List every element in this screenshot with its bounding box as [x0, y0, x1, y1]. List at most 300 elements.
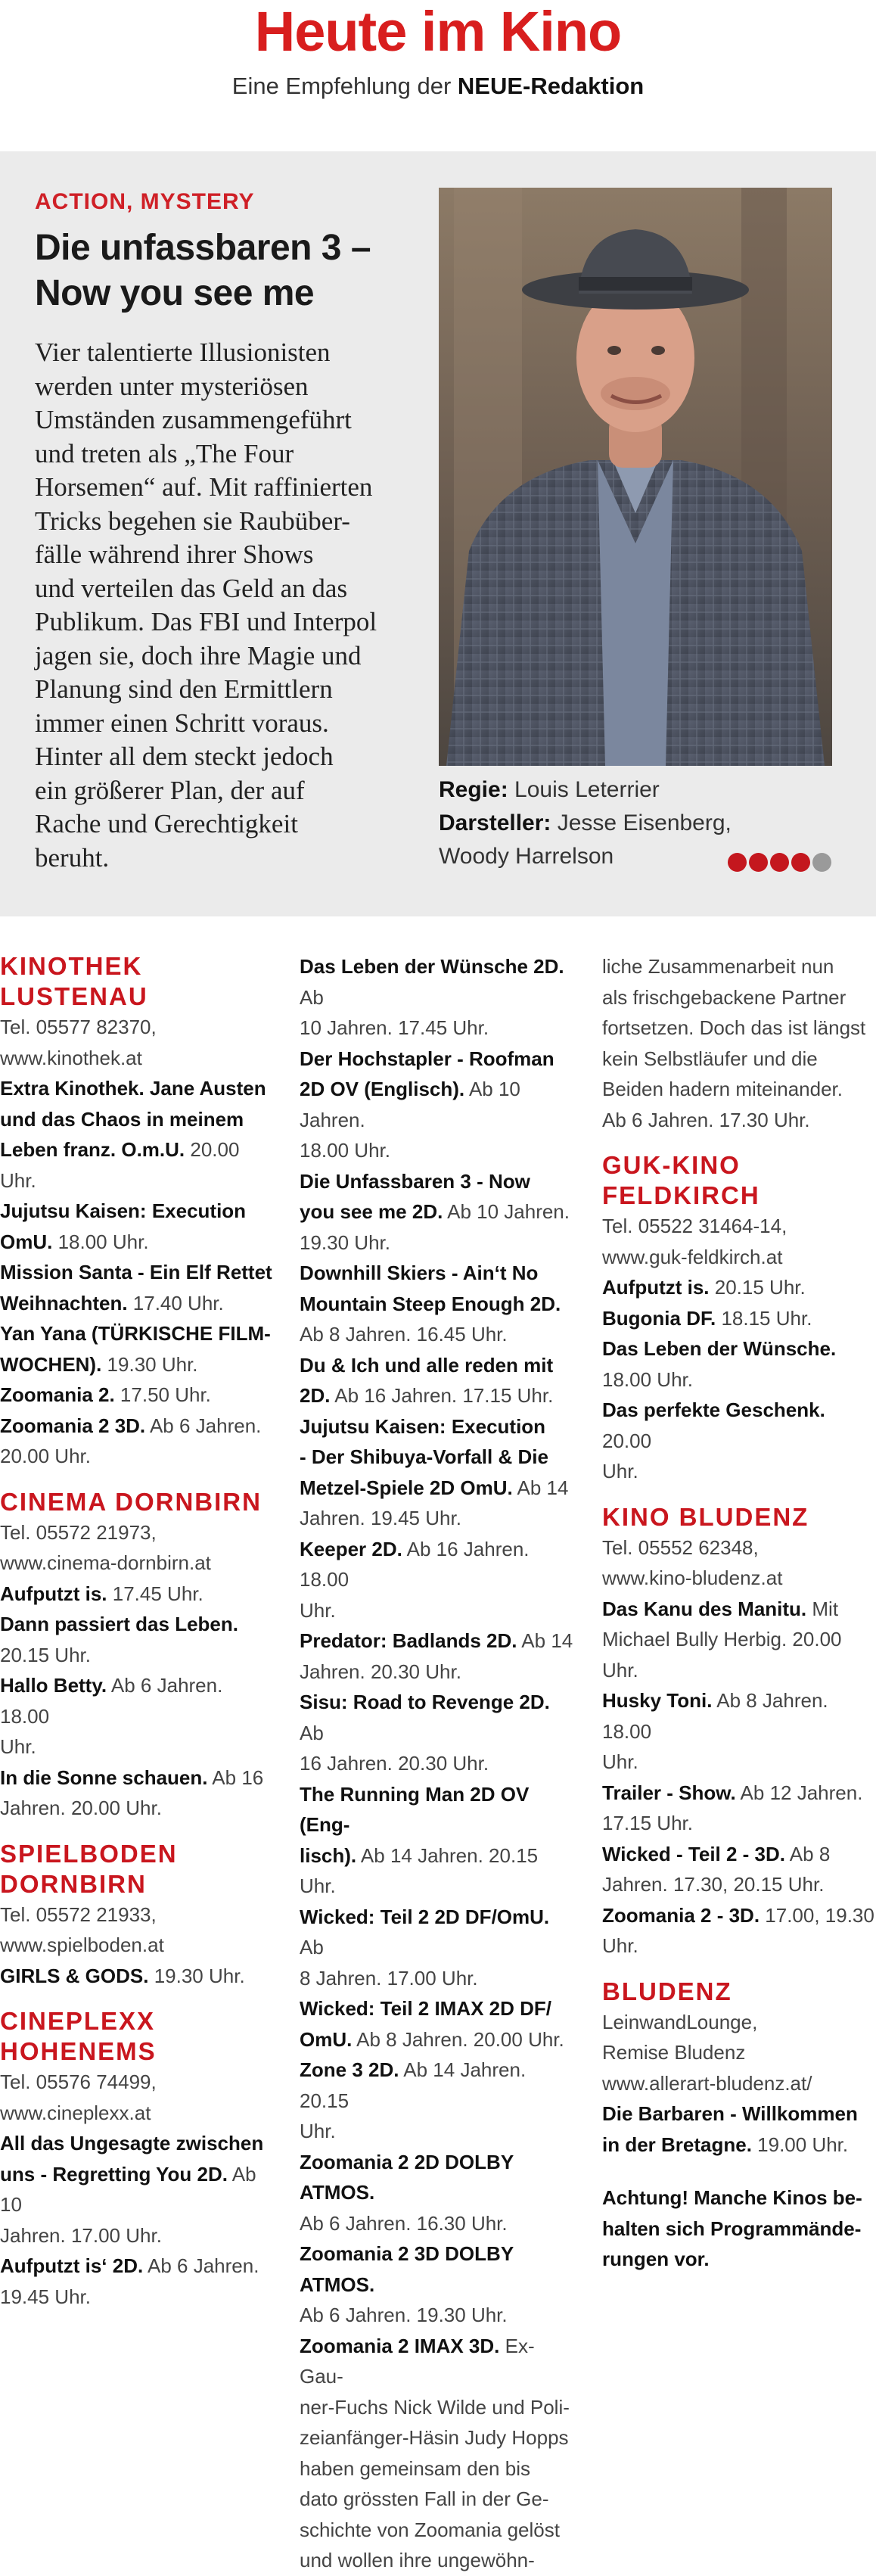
- showtime-info: 20.15 Uhr.: [709, 1276, 806, 1299]
- showtime-line: [602, 982, 876, 1013]
- film-title: Hallo Betty.: [0, 1674, 107, 1697]
- showtime-line: [300, 1626, 576, 1657]
- showtime-line: [300, 1534, 576, 1595]
- showtime-line: [300, 1442, 576, 1473]
- showtime-info: Ab: [300, 985, 324, 1009]
- cast-line: [439, 807, 847, 840]
- movie-still-photo: [439, 188, 832, 766]
- showtime-line: [0, 1196, 274, 1227]
- showtime-line: [602, 1685, 876, 1747]
- director-label: Regie:: [439, 777, 508, 802]
- showtime-info: 20.15 Uhr.: [0, 1643, 91, 1666]
- showtime-info: Ab 8: [785, 1842, 831, 1865]
- contact-line: LeinwandLounge,: [602, 2010, 758, 2033]
- contact-line: www.kino-bludenz.at: [602, 1566, 783, 1589]
- director-name: Louis Leterrier: [514, 777, 660, 802]
- showtime-info: 19.30 Uhr.: [148, 1964, 245, 1987]
- showtime-list: [0, 1579, 274, 1824]
- film-title: Zoomania 2 2D DOLBY ATMOS.: [300, 2150, 514, 2204]
- description-line: Rache und Gerechtigkeit: [35, 809, 298, 838]
- showtime-info: 19.30 Uhr.: [101, 1352, 198, 1376]
- film-title: Zoomania 2 3D DOLBY ATMOS.: [300, 2242, 514, 2296]
- page-header: [0, 0, 876, 151]
- showtime-line: [602, 1074, 876, 1105]
- showtime-line: [0, 1349, 274, 1380]
- film-title: Zone 3 2D.: [300, 2058, 399, 2081]
- showtime-line: [0, 1134, 274, 1196]
- showtime-line: [300, 1196, 576, 1227]
- cinema-contact: [602, 1532, 876, 1594]
- showtime-line: [300, 2147, 576, 2208]
- showtime-line: [300, 1411, 576, 1442]
- film-title: Die Barbaren - Willkommen: [602, 2102, 858, 2125]
- description-line: Hinter all dem steckt jedoch: [35, 742, 334, 771]
- showtime-line: [300, 2024, 576, 2055]
- cinema-name-line: KINO BLUDENZ: [602, 1502, 809, 1531]
- showtime-list: [602, 2098, 876, 2160]
- showtime-line: [300, 1963, 576, 1994]
- contact-line: Tel. 05552 62348,: [602, 1535, 759, 1559]
- film-title: Jujutsu Kaisen: Execution: [300, 1414, 546, 1438]
- showtime-info: Jahren. 17.00 Uhr.: [0, 2223, 162, 2247]
- contact-line: www.guk-feldkirch.at: [602, 1245, 783, 1268]
- disclaimer-line: halten sich Programmände-: [602, 2217, 862, 2240]
- film-title: Die Unfassbaren 3 - Now: [300, 1169, 530, 1193]
- showtime-line: [602, 1044, 876, 1075]
- showtime-line: [602, 2098, 876, 2130]
- showtime-list: [300, 951, 576, 2576]
- showtime-info: 19.30 Uhr.: [300, 1230, 390, 1254]
- showtime-line: [602, 2130, 876, 2161]
- film-title: Jujutsu Kaisen: Execution: [0, 1199, 247, 1222]
- film-title: Trailer - Show.: [602, 1781, 736, 1804]
- film-title: Der Hochstapler - Roofman: [300, 1047, 554, 1070]
- showtime-info: 18.00 Uhr.: [52, 1230, 149, 1253]
- film-title: Aufputzt is.: [0, 1582, 107, 1605]
- film-title: Bugonia DF.: [602, 1306, 716, 1330]
- film-title: WOCHEN).: [0, 1352, 102, 1376]
- showtime-info: Ab 16: [207, 1766, 264, 1789]
- description-line: Tricks begehen sie Raubüber-: [35, 506, 350, 536]
- cinema-name: [0, 2006, 274, 2067]
- listing-column-3: [602, 951, 876, 2275]
- showtime-info: Jahren. 17.30, 20.15 Uhr.: [602, 1873, 825, 1896]
- cinema-name-line: LUSTENAU: [0, 982, 148, 1010]
- schedule-disclaimer: [602, 2182, 876, 2275]
- film-title: OmU.: [300, 2027, 353, 2051]
- description-line: und treten als „The Four: [35, 438, 294, 468]
- showtime-line: [0, 2282, 274, 2313]
- cast-line-continued: Woody Harrelson: [439, 844, 614, 869]
- showtime-line: [0, 1380, 274, 1411]
- showtime-info: kein Selbstläufer und die: [602, 1047, 818, 1070]
- showtime-info: Ab 14: [517, 1629, 573, 1652]
- film-title: Keeper 2D.: [300, 1537, 402, 1560]
- showtime-line: [300, 2484, 576, 2515]
- showtime-info: Uhr.: [602, 1934, 638, 1957]
- cinema-name: [602, 1502, 876, 1532]
- showtime-info: Ab: [300, 1936, 324, 1958]
- description-line: und verteilen das Geld an das: [35, 573, 348, 603]
- showtime-info: schichte von Zoomania gelöst: [300, 2518, 560, 2541]
- showtime-line: [300, 1258, 576, 1289]
- showtime-info: 20.00 Uhr.: [0, 1138, 240, 1192]
- cast-names: Jesse Eisenberg,: [557, 810, 732, 835]
- cinema-name: [602, 1977, 876, 2007]
- rating-dots: [728, 853, 831, 872]
- showtime-info: zeianfänger-Häsin Judy Hopps: [300, 2426, 569, 2449]
- film-title: The Running Man 2D OV (Eng-: [300, 1782, 530, 1836]
- description-line: Vier talentierte Illusionisten: [35, 338, 331, 367]
- showtime-line: [300, 1227, 576, 1258]
- cast-label: Darsteller:: [439, 810, 551, 835]
- film-title: 2D.: [300, 1384, 331, 1407]
- film-title: you see me 2D.: [300, 1200, 443, 1223]
- film-title: Wicked - Teil 2 - 3D.: [602, 1842, 786, 1865]
- cinema-name: [602, 1150, 876, 1211]
- showtime-info: Ab 6 Jahren. 18.00: [0, 1674, 223, 1728]
- showtime-line: [602, 1013, 876, 1044]
- description-line: ein größerer Plan, der auf: [35, 775, 305, 805]
- showtime-info: und wollen ihre ungewöhn-: [300, 2549, 535, 2571]
- cinema-name-line: CINEMA DORNBIRN: [0, 1487, 262, 1516]
- description-line: Publikum. Das FBI und Interpol: [35, 607, 377, 636]
- showtime-line: [300, 1473, 576, 1504]
- film-title: uns - Regretting You 2D.: [0, 2162, 228, 2186]
- showtime-line: [602, 1456, 876, 1487]
- showtime-info: 18.15 Uhr.: [716, 1306, 812, 1330]
- disclaimer-line: Achtung! Manche Kinos be-: [602, 2186, 862, 2209]
- showtime-info: als frischgebackene Partner: [602, 985, 846, 1009]
- showtime-info: Ab 12 Jahren.: [735, 1781, 863, 1804]
- showtime-line: [0, 1104, 274, 1135]
- description-line: Horsemen“ auf. Mit raffinierten: [35, 472, 373, 502]
- contact-line: Tel. 05572 21933,: [0, 1902, 157, 1926]
- actor-portrait-illustration: [439, 188, 832, 766]
- showtime-info: 17.50 Uhr.: [114, 1383, 211, 1406]
- film-title: Sisu: Road to Revenge 2D.: [300, 1691, 550, 1713]
- showtime-line: [0, 1318, 274, 1349]
- showtime-line: [602, 1930, 876, 1962]
- film-title: und das Chaos in meinem: [0, 1107, 244, 1131]
- description-line: werden unter mysteriösen: [35, 371, 309, 401]
- film-title: Mission Santa - Ein Elf Rettet: [0, 1261, 272, 1283]
- showtime-info: fortsetzen. Doch das ist längst: [602, 1016, 866, 1039]
- film-title: Zoomania 2 3D.: [0, 1414, 146, 1437]
- showtime-line: [300, 1779, 576, 1840]
- showtime-line: [602, 951, 876, 982]
- listing-column-2: [300, 951, 576, 2576]
- showtime-info: 19.00 Uhr.: [751, 2133, 849, 2156]
- cinema-contact: [602, 1211, 876, 1272]
- listing-column-1: [0, 951, 274, 2312]
- showtime-info: Beiden hadern miteinander.: [602, 1078, 843, 1100]
- showtime-line: [300, 1166, 576, 1197]
- showtime-info: Jahren. 19.45 Uhr.: [300, 1507, 461, 1529]
- showtime-line: [300, 1748, 576, 1779]
- showtime-line: [0, 1579, 274, 1610]
- featured-movie: [0, 151, 876, 916]
- showtime-line: [300, 1044, 576, 1075]
- showtime-line: [602, 1594, 876, 1625]
- cinema-contact: [602, 2007, 876, 2099]
- contact-line: www.kinothek.at: [0, 1046, 142, 1069]
- showtime-info: Ab 6 Jahren. 17.30 Uhr.: [602, 1108, 810, 1131]
- cinema-name-line: SPIELBODEN: [0, 1839, 178, 1868]
- film-title: In die Sonne schauen.: [0, 1766, 208, 1789]
- subtitle-brand: NEUE-Redaktion: [457, 73, 645, 99]
- showtime-info: Ab 8 Jahren. 16.45 Uhr.: [300, 1323, 508, 1346]
- showtime-line: [300, 1380, 576, 1411]
- showtime-line: [300, 2515, 576, 2546]
- showtime-info: dato grössten Fall in der Ge-: [300, 2487, 549, 2510]
- description-line: fälle während ihrer Shows: [35, 540, 314, 569]
- showtime-line: [0, 2128, 274, 2159]
- cinema-name: [0, 1839, 274, 1899]
- showtime-line: [602, 1272, 876, 1303]
- film-title: Aufputzt is.: [602, 1276, 710, 1299]
- cinema-name-line: CINEPLEXX: [0, 2007, 156, 2035]
- cinema-contact: [0, 1517, 274, 1579]
- film-title: Leben franz. O.m.U.: [0, 1138, 185, 1161]
- cinema-name-line: KINOTHEK: [0, 952, 143, 980]
- showtime-info: 18.00 Uhr.: [602, 1367, 693, 1391]
- showtime-line: [300, 1687, 576, 1748]
- contact-line: Tel. 05522 31464-14,: [602, 1215, 787, 1237]
- film-title: Zoomania 2.: [0, 1383, 115, 1406]
- showtime-line: [300, 1289, 576, 1320]
- showtime-line: [602, 1105, 876, 1136]
- film-title: GIRLS & GODS.: [0, 1964, 149, 1987]
- showtime-info: Ab 8 Jahren. 18.00: [602, 1689, 828, 1743]
- rating-dot-filled: [728, 853, 747, 872]
- rating-dot-empty: [812, 853, 831, 872]
- cinema-name: [0, 951, 274, 1012]
- showtime-info: Ab 6 Jahren. 19.30 Uhr.: [300, 2304, 508, 2326]
- showtime-info: Michael Bully Herbig. 20.00: [602, 1628, 842, 1650]
- showtime-line: [300, 1013, 576, 1044]
- contact-line: www.spielboden.at: [0, 1934, 164, 1956]
- movie-title-line: Now you see me: [35, 273, 315, 313]
- showtime-info: Uhr.: [602, 1658, 638, 1682]
- showtime-line: [300, 1319, 576, 1350]
- showtime-line: [300, 2422, 576, 2453]
- showtime-line: [602, 1869, 876, 1900]
- showtime-info: ner-Fuchs Nick Wilde und Poli-: [300, 2395, 570, 2419]
- showtime-line: [0, 1227, 274, 1258]
- contact-line: Tel. 05576 74499,: [0, 2070, 157, 2093]
- showtime-info: 20.00: [602, 1429, 652, 1452]
- film-title: Du & Ich und alle reden mit: [300, 1353, 554, 1377]
- film-title: Dann passiert das Leben.: [0, 1613, 238, 1635]
- cinema-listings: [0, 916, 876, 2571]
- showtime-info: 17.15 Uhr.: [602, 1812, 693, 1834]
- showtime-info: 10 Jahren. 17.45 Uhr.: [300, 1016, 489, 1039]
- showtime-info: 17.45 Uhr.: [107, 1582, 203, 1605]
- showtime-line: [300, 2116, 576, 2147]
- film-title: Weihnachten.: [0, 1291, 128, 1314]
- showtime-info: 17.40 Uhr.: [127, 1291, 224, 1314]
- showtime-line: [0, 2159, 274, 2220]
- film-title: Das Leben der Wünsche.: [602, 1337, 837, 1360]
- showtime-line: [0, 1257, 274, 1288]
- showtime-info: Uhr.: [0, 1735, 36, 1758]
- contact-line: www.allerart-bludenz.at/: [602, 2071, 812, 2095]
- showtime-info: Ab 8 Jahren. 20.00 Uhr.: [352, 2027, 564, 2051]
- film-title: Zoomania 2 - 3D.: [602, 1903, 760, 1927]
- cinema-name-line: HOHENEMS: [0, 2037, 157, 2065]
- showtime-info: Ex-Gau-: [300, 2334, 535, 2388]
- film-title: OmU.: [0, 1230, 53, 1253]
- movie-genre: ACTION, MYSTERY: [35, 189, 255, 214]
- showtime-info: Ab: [300, 1721, 324, 1744]
- showtime-line: [0, 1670, 274, 1731]
- film-title: All das Ungesagte zwischen: [0, 2132, 264, 2154]
- showtime-line: [602, 1333, 876, 1364]
- showtime-line: [300, 2545, 576, 2576]
- showtime-line: [0, 1762, 274, 1794]
- description-line: beruht.: [35, 842, 110, 873]
- showtime-info: 16 Jahren. 20.30 Uhr.: [300, 1752, 489, 1775]
- showtime-info: 8 Jahren. 17.00 Uhr.: [300, 1966, 478, 1990]
- cinema-contact: [0, 1012, 274, 1073]
- showtime-info: 17.00, 19.30: [760, 1903, 874, 1927]
- description-line: Planung sind den Ermittlern: [35, 674, 333, 704]
- showtime-info: Ab 6 Jahren.: [143, 2254, 259, 2277]
- film-title: Das perfekte Geschenk.: [602, 1398, 825, 1421]
- showtime-info: 18.00 Uhr.: [300, 1139, 390, 1162]
- cinema-contact: [0, 2067, 274, 2128]
- showtime-info: Ab 10 Jahren.: [300, 1078, 520, 1131]
- showtime-line: [0, 1640, 274, 1671]
- showtime-line: [0, 1609, 274, 1640]
- contact-line: Remise Bludenz: [602, 2041, 746, 2064]
- showtime-info: Jahren. 20.30 Uhr.: [300, 1660, 461, 1683]
- film-title: Predator: Badlands 2D.: [300, 1629, 517, 1652]
- cinema-name: [0, 1487, 274, 1517]
- film-title: 2D OV (Englisch).: [300, 1078, 465, 1100]
- movie-title-line: Die unfassbaren 3 –: [35, 228, 371, 268]
- showtime-line: [602, 1655, 876, 1686]
- showtime-line: [0, 1961, 274, 1992]
- contact-line: Tel. 05572 21973,: [0, 1520, 157, 1544]
- showtime-line: [0, 1288, 274, 1319]
- showtime-info: Ab 14 Jahren. 20.15 Uhr.: [300, 1843, 539, 1897]
- showtime-list: [0, 1961, 274, 1992]
- film-title: Aufputzt is‘ 2D.: [0, 2254, 144, 2277]
- contact-line: www.cineplexx.at: [0, 2101, 151, 2124]
- movie-description: [35, 336, 428, 875]
- showtime-list: [0, 1073, 274, 1472]
- film-title: Wicked: Teil 2 2D DF/OmU.: [300, 1905, 550, 1928]
- showtime-info: Ab 6 Jahren.: [145, 1414, 262, 1437]
- showtime-info: Ab 6 Jahren. 16.30 Uhr.: [300, 2211, 508, 2235]
- cinema-name-line: GUK-KINO: [602, 1151, 741, 1179]
- showtime-line: [300, 1135, 576, 1166]
- showtime-line: [300, 1595, 576, 1626]
- film-title: Das Leben der Wünsche 2D.: [300, 955, 564, 978]
- showtime-line: [0, 1731, 274, 1762]
- showtime-list: [602, 951, 876, 1135]
- showtime-line: [300, 1840, 576, 1902]
- showtime-list: [0, 2128, 274, 2312]
- showtime-info: Jahren. 20.00 Uhr.: [0, 1797, 162, 1819]
- director-line: [439, 773, 847, 807]
- showtime-line: [300, 1074, 576, 1135]
- subtitle-prefix: Eine Empfehlung der: [231, 73, 452, 99]
- rating-dot-filled: [770, 853, 789, 872]
- showtime-line: [300, 1657, 576, 1688]
- showtime-info: Ab 16 Jahren. 18.00: [300, 1537, 530, 1591]
- showtime-line: [0, 1411, 274, 1442]
- showtime-line: [0, 2220, 274, 2251]
- showtime-line: [602, 1395, 876, 1456]
- showtime-line: [0, 1793, 274, 1824]
- page-title: Heute im Kino: [254, 0, 622, 63]
- rating-dot-filled: [749, 853, 768, 872]
- film-title: Downhill Skiers - Ain‘t No: [300, 1262, 539, 1284]
- showtime-info: Ab 14 Jahren. 20.15: [300, 2058, 527, 2112]
- showtime-line: [300, 2055, 576, 2116]
- showtime-line: [0, 2251, 274, 2282]
- showtime-info: liche Zusammenarbeit nun: [602, 955, 834, 978]
- film-title: Husky Toni.: [602, 1689, 713, 1712]
- film-title: Metzel-Spiele 2D OmU.: [300, 1476, 513, 1499]
- showtime-line: [602, 1900, 876, 1931]
- disclaimer-line: rungen vor.: [602, 2248, 710, 2270]
- film-title: Extra Kinothek. Jane Austen: [0, 1077, 266, 1100]
- film-title: Wicked: Teil 2 IMAX 2D DF/: [300, 1997, 552, 2020]
- showtime-info: haben gemeinsam den bis: [300, 2456, 530, 2480]
- film-title: in der Bretagne.: [602, 2133, 752, 2156]
- showtime-info: Uhr.: [300, 2120, 336, 2142]
- movie-title: [35, 226, 428, 316]
- description-line: Umständen zusammengeführt: [35, 405, 352, 434]
- showtime-line: [300, 2238, 576, 2300]
- showtime-info: Ab 16 Jahren. 17.15 Uhr.: [330, 1384, 554, 1407]
- showtime-info: Ab 10 Jahren.: [443, 1200, 570, 1223]
- description-line: jagen sie, doch ihre Magie und: [35, 640, 362, 670]
- contact-line: www.cinema-dornbirn.at: [0, 1551, 211, 1574]
- showtime-list: [602, 1594, 876, 1962]
- cinema-name-line: FELDKIRCH: [602, 1181, 760, 1209]
- cinema-name-line: DORNBIRN: [0, 1869, 147, 1898]
- cinema-name-line: BLUDENZ: [602, 1977, 732, 2005]
- description-line: immer einen Schritt voraus.: [35, 708, 329, 738]
- showtime-info: Ab 10: [0, 2162, 256, 2216]
- showtime-info: Uhr.: [602, 1750, 638, 1773]
- showtime-line: [602, 1808, 876, 1839]
- showtime-line: [0, 1073, 274, 1104]
- showtime-info: 20.00 Uhr.: [0, 1445, 91, 1467]
- film-title: Mountain Steep Enough 2D.: [300, 1292, 561, 1315]
- showtime-line: [602, 1364, 876, 1395]
- showtime-info: Ab 14: [512, 1476, 569, 1499]
- showtime-list: [602, 1272, 876, 1487]
- showtime-line: [300, 1350, 576, 1381]
- showtime-info: Mit: [806, 1597, 839, 1620]
- film-title: Yan Yana (TÜRKISCHE FILM-: [0, 1322, 271, 1345]
- film-title: lisch).: [300, 1843, 357, 1867]
- film-title: Das Kanu des Manitu.: [602, 1597, 807, 1620]
- showtime-info: Uhr.: [300, 1598, 336, 1622]
- showtime-line: [300, 951, 576, 1013]
- showtime-line: [602, 1624, 876, 1655]
- showtime-line: [602, 1778, 876, 1809]
- showtime-line: [300, 1902, 576, 1963]
- cinema-contact: [0, 1899, 274, 1961]
- contact-line: Tel. 05577 82370,: [0, 1016, 157, 1038]
